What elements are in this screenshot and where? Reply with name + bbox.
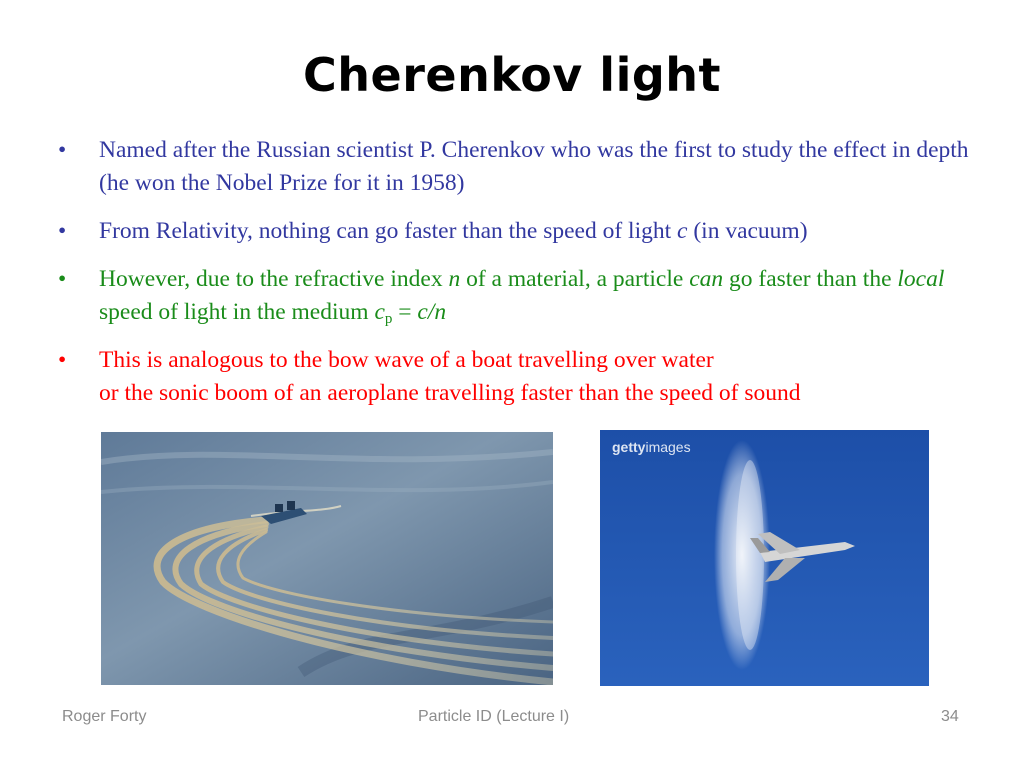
bullet-text-line2: or the sonic boom of an aeroplane travelling faster than the speed of sound <box>99 380 801 406</box>
bullet-text-line1: This is analogous to the bow wave of a boat travelling over water <box>99 347 714 373</box>
bullet-item-refractive-index <box>58 263 998 329</box>
variable-c: c <box>374 299 385 325</box>
bullet-text: speed of light in the medium <box>99 299 375 325</box>
emphasis-local: local <box>897 266 945 292</box>
footer-course: Particle ID (Lecture I) <box>418 708 570 725</box>
bullet-text: of a material, a particle <box>460 266 690 292</box>
bullet-text: go faster than the <box>723 266 898 292</box>
jet-sonic-boom-image <box>600 430 929 686</box>
formula-c-over-n: c/n <box>417 299 447 325</box>
bullet-marker: • <box>58 218 67 244</box>
variable-n: n <box>448 266 461 292</box>
watermark-images: images <box>645 439 691 455</box>
subscript-p: p <box>384 311 393 327</box>
svg-text:gettyimages <box>612 439 691 455</box>
watermark-getty: getty <box>612 439 646 455</box>
bullet-text: However, due to the refractive index <box>99 266 449 292</box>
bullet-item-cherenkov <box>58 134 998 200</box>
variable-c: c <box>677 218 688 244</box>
footer-page-number: 34 <box>941 708 959 725</box>
boat-wake-image <box>101 432 553 685</box>
emphasis-can: can <box>689 266 724 292</box>
bullet-item-bow-wave <box>58 344 998 410</box>
footer-author: Roger Forty <box>62 708 147 725</box>
bullet-marker: • <box>58 266 67 292</box>
bullet-text: Named after the Russian scientist P. Cherenkov who was the first to study the effect in depth (he won the Nobel Prize for it in 1958) <box>99 137 969 196</box>
bullet-text: (in vacuum) <box>687 218 808 244</box>
bullet-text: From Relativity, nothing can go faster than the speed of light <box>99 218 678 244</box>
bullet-list <box>58 134 998 425</box>
bullet-item-relativity <box>58 215 998 248</box>
equals-sign: = <box>392 299 418 325</box>
slide-title: Cherenkov light <box>303 48 721 102</box>
bullet-marker: • <box>58 137 67 163</box>
bullet-marker: • <box>58 347 67 373</box>
